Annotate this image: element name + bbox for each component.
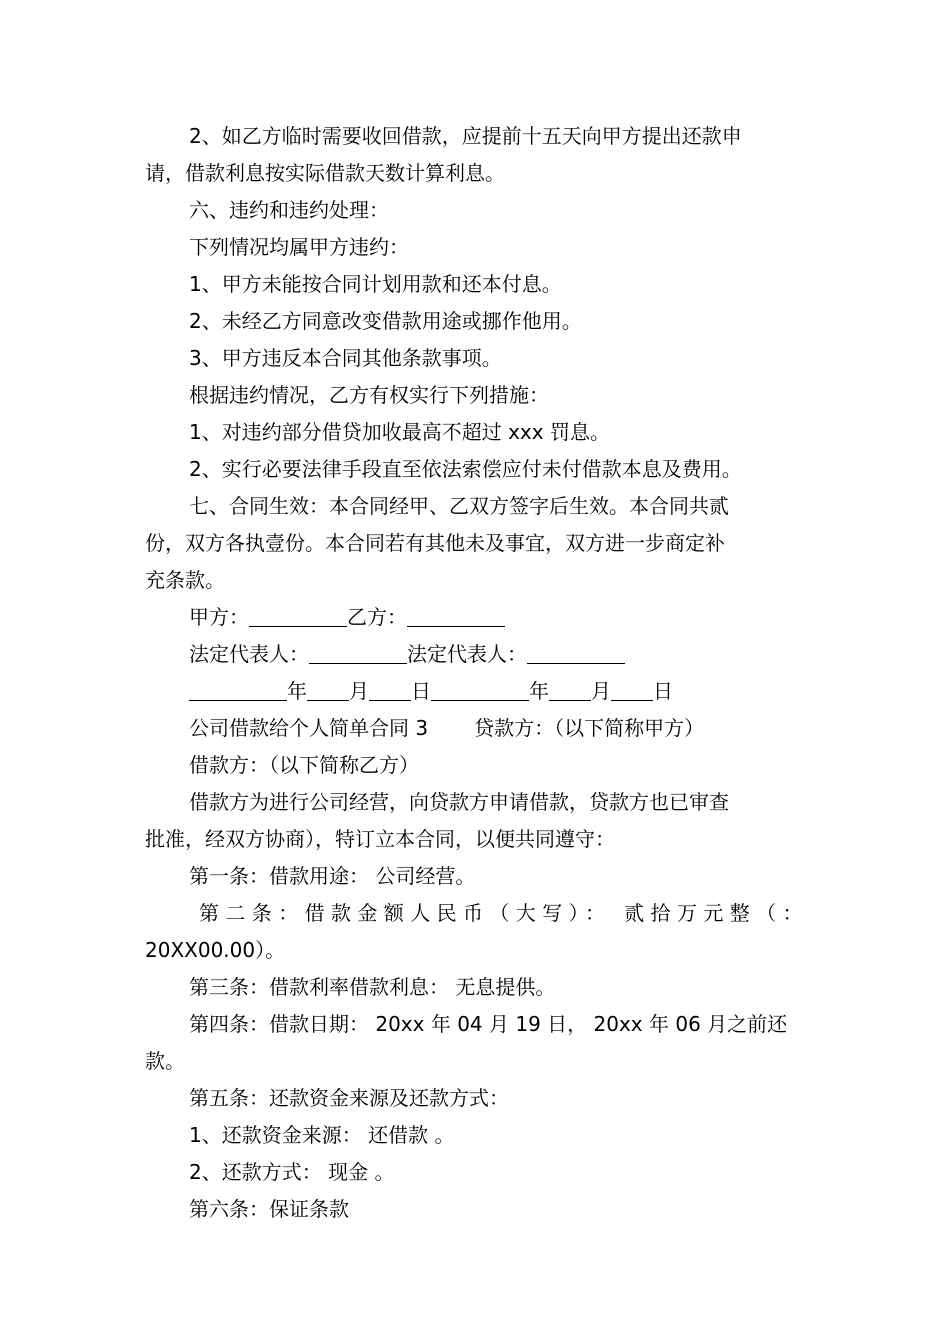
party-b-blank [407, 604, 505, 627]
article-line: 第五条：还款资金来源及还款方式： [189, 1086, 509, 1110]
month-a-blank [307, 678, 349, 701]
list-item: 2、还款方式： 现金 。 [189, 1160, 395, 1184]
article-line: 第二条：借款金额人民币（大写）： 贰拾万元整（： [199, 901, 809, 925]
paragraph-line: 20XX00.00）。 [145, 938, 286, 962]
legal-rep-a-blank [309, 641, 407, 664]
signature-parties-line [145, 599, 807, 636]
section-heading: 六、违约和违约处理： [189, 198, 389, 222]
day-label: 日 [653, 679, 673, 703]
paragraph-line: 请，借款利息按实际借款天数计算利息。 [145, 161, 505, 185]
paragraph-line: 根据违约情况，乙方有权实行下列措施： [189, 383, 549, 407]
day-label: 日 [411, 679, 431, 703]
list-item: 1、甲方未能按合同计划用款和还本付息。 [189, 272, 562, 296]
list-item: 2、未经乙方同意改变借款用途或挪作他用。 [189, 309, 582, 333]
year-a-blank [189, 678, 287, 701]
list-item: 1、对违约部分借贷加收最高不超过 xxx 罚息。 [189, 420, 610, 444]
signature-legal-rep-line [145, 636, 807, 673]
signature-date-line [145, 673, 807, 710]
paragraph-line: 份，双方各执壹份。本合同若有其他未及事宜，双方进一步商定补 [145, 531, 725, 555]
paragraph-line: 批准，经双方协商），特订立本合同，以便共同遵守： [145, 827, 615, 851]
list-item: 3、甲方违反本合同其他条款事项。 [189, 346, 502, 370]
section-heading: 七、合同生效：本合同经甲、乙双方签字后生效。本合同共贰 [189, 494, 729, 518]
month-label: 月 [591, 679, 611, 703]
month-b-blank [549, 678, 591, 701]
day-a-blank [369, 678, 411, 701]
paragraph-line: 下列情况均属甲方违约： [189, 235, 409, 259]
year-b-blank [431, 678, 529, 701]
borrower-line: 借款方：（以下简称乙方） [189, 753, 419, 777]
legal-rep-a-label: 法定代表人： [189, 642, 309, 666]
document-body [145, 118, 807, 1228]
contract-title-line [145, 710, 807, 747]
party-b-label: 乙方： [347, 605, 407, 629]
lender-line: 贷款方：（以下简称甲方） [474, 716, 705, 740]
year-label: 年 [529, 679, 549, 703]
party-a-label: 甲方： [189, 605, 249, 629]
article-line: 第六条：保证条款 [189, 1197, 349, 1221]
legal-rep-b-label: 法定代表人： [407, 642, 527, 666]
article-line: 第四条：借款日期： 20xx 年 04 月 19 日， 20xx 年 06 月之前还 [189, 1012, 788, 1036]
list-item: 1、还款资金来源： 还借款 。 [189, 1123, 455, 1147]
paragraph-line: 借款方为进行公司经营，向贷款方申请借款，贷款方也已审查 [189, 790, 729, 814]
contract-title: 公司借款给个人简单合同 3 [189, 716, 429, 740]
paragraph-line: 款。 [145, 1049, 185, 1073]
article-line: 第一条：借款用途： 公司经营。 [189, 864, 476, 888]
article-line: 第三条：借款利率借款利息： 无息提供。 [189, 975, 556, 999]
year-label: 年 [287, 679, 307, 703]
month-label: 月 [349, 679, 369, 703]
paragraph-line: 充条款。 [145, 568, 225, 592]
paragraph-line: 2、如乙方临时需要收回借款，应提前十五天向甲方提出还款申 [189, 124, 742, 148]
party-a-blank [249, 604, 347, 627]
legal-rep-b-blank [527, 641, 625, 664]
list-item: 2、实行必要法律手段直至依法索偿应付未付借款本息及费用。 [189, 457, 742, 481]
day-b-blank [611, 678, 653, 701]
